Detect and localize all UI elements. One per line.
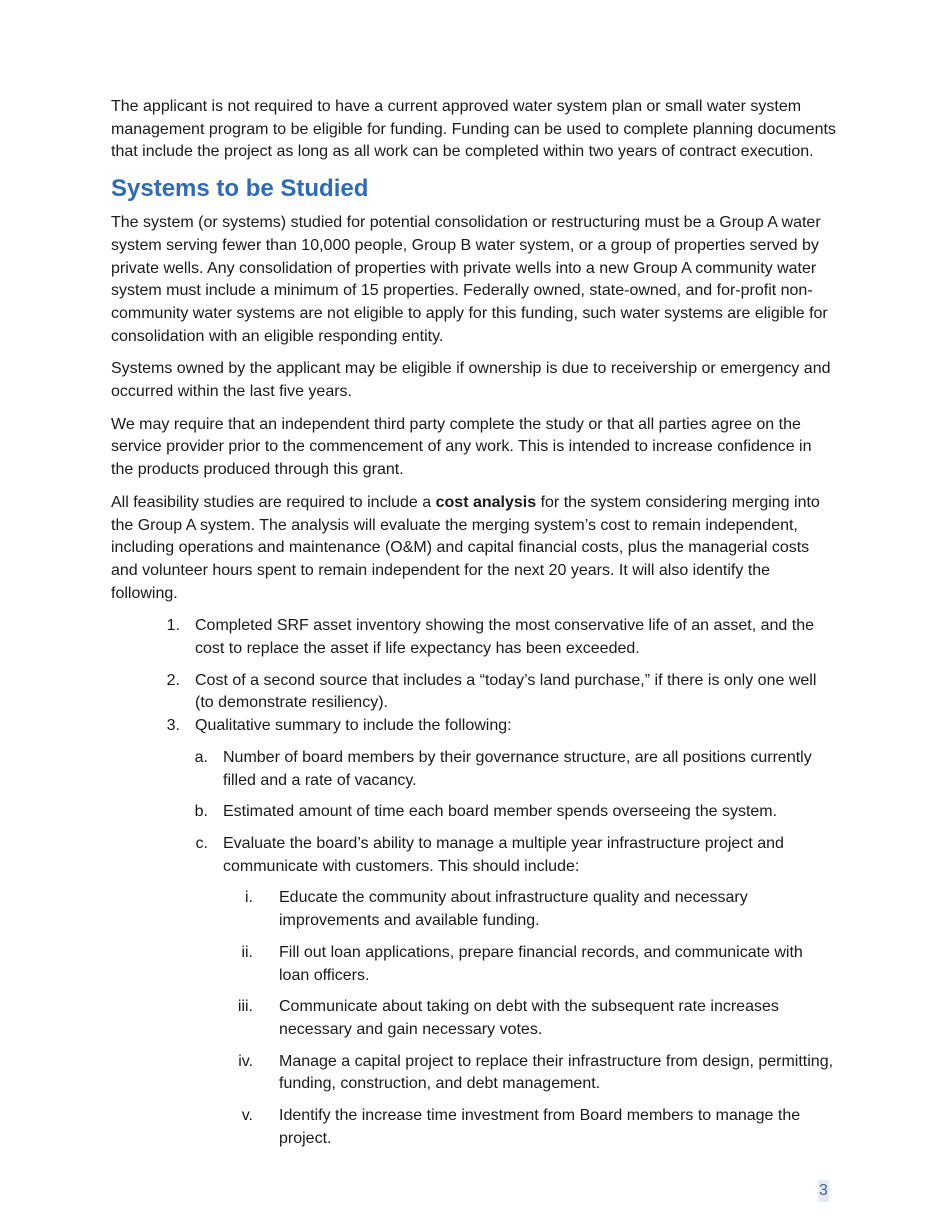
ownership-paragraph: Systems owned by the applicant may be eligible if ownership is due to receivership or emergency and occurred within the last five years.	[111, 360, 831, 401]
subsublist-marker: iii.	[237, 998, 253, 1016]
subsublist-item	[111, 996, 836, 1041]
page-number: 3	[818, 1180, 829, 1202]
list-item-text: Cost of a second source that includes a “today’s land purchase,” if there is only one well (to demonstrate resiliency).	[195, 671, 817, 712]
list-item	[111, 615, 836, 660]
list-marker: 2.	[166, 671, 180, 689]
list-item	[111, 715, 836, 738]
subsublist-marker: ii.	[241, 943, 253, 961]
subsublist-item	[111, 1105, 836, 1150]
document-body	[111, 96, 836, 1159]
section-heading: Systems to be Studied	[111, 175, 369, 203]
sublist-item-text: Evaluate the board’s ability to manage a multiple year infrastructure project and communicate with customers. This should include:	[223, 834, 784, 875]
cost-analysis-text-after: for the system considering merging into the Group A system. The analysis will evaluate the merging system’s cost to remain independent, including operations and maintenance (O&M) and capital financial costs, plus the managerial costs and volunteer hours spent to remain independent for the next 20 years. It will also identify the following.	[111, 493, 820, 602]
subsublist-item-text: Manage a capital project to replace their infrastructure from design, permitting, funding, construction, and debt management.	[279, 1052, 834, 1093]
subsublist-item	[111, 887, 836, 932]
subsublist-marker: iv.	[238, 1052, 253, 1070]
subsublist-item-text: Fill out loan applications, prepare financial records, and communicate with loan officers.	[279, 943, 803, 984]
subsublist-item-text: Educate the community about infrastructure quality and necessary improvements and available funding.	[279, 889, 748, 930]
sublist-marker: b.	[194, 803, 208, 821]
sublist-item	[111, 801, 836, 824]
list-item-text: Completed SRF asset inventory showing the most conservative life of an asset, and the cost to replace the asset if life expectancy has been exceeded.	[195, 617, 814, 658]
list-item	[111, 670, 836, 715]
sublist-item	[111, 833, 836, 878]
list-marker: 3.	[166, 717, 180, 735]
cost-analysis-paragraph	[111, 492, 836, 606]
sublist-item	[111, 747, 836, 792]
subsublist-item	[111, 942, 836, 987]
sublist-marker: c.	[195, 834, 208, 852]
third-party-paragraph: We may require that an independent third party complete the study or that all parties agree on the service provider prior to the commencement of any work. This is intended to increase confidence in the products produced through this grant.	[111, 415, 812, 479]
list-item-text: Qualitative summary to include the following:	[195, 717, 512, 735]
list-marker: 1.	[166, 617, 180, 635]
sublist-marker: a.	[194, 748, 208, 766]
sublist-item-text: Estimated amount of time each board member spends overseeing the system.	[223, 803, 778, 821]
cost-analysis-text-before: All feasibility studies are required to include a	[111, 493, 436, 511]
sublist-item-text: Number of board members by their governance structure, are all positions currently filled and a rate of vacancy.	[223, 748, 812, 789]
subsublist-item	[111, 1051, 836, 1096]
eligibility-paragraph: The system (or systems) studied for potential consolidation or restructuring must be a Group A water system serving fewer than 10,000 people, Group B water system, or a group of properties served by private wells. Any consolidation of properties with private wells into a new Group A community water system must include a minimum of 15 properties. Federally owned, state-owned, and for-profit non-community water systems are not eligible to apply for this funding, such water systems are eligible for consolidation with an eligible responding entity.	[111, 214, 828, 345]
subsublist-item-text: Communicate about taking on debt with the subsequent rate increases necessary and gain necessary votes.	[279, 998, 779, 1038]
subsublist-marker: v.	[241, 1107, 253, 1125]
cost-analysis-bold: cost analysis	[435, 493, 537, 511]
subsublist-marker: i.	[245, 889, 253, 907]
intro-paragraph: The applicant is not required to have a current approved water system plan or small water system management program to be eligible for funding. Funding can be used to complete planning documents that include the project as long as all work can be completed within two years of contract execution.	[111, 98, 836, 161]
subsublist-item-text: Identify the increase time investment from Board members to manage the project.	[279, 1107, 801, 1147]
